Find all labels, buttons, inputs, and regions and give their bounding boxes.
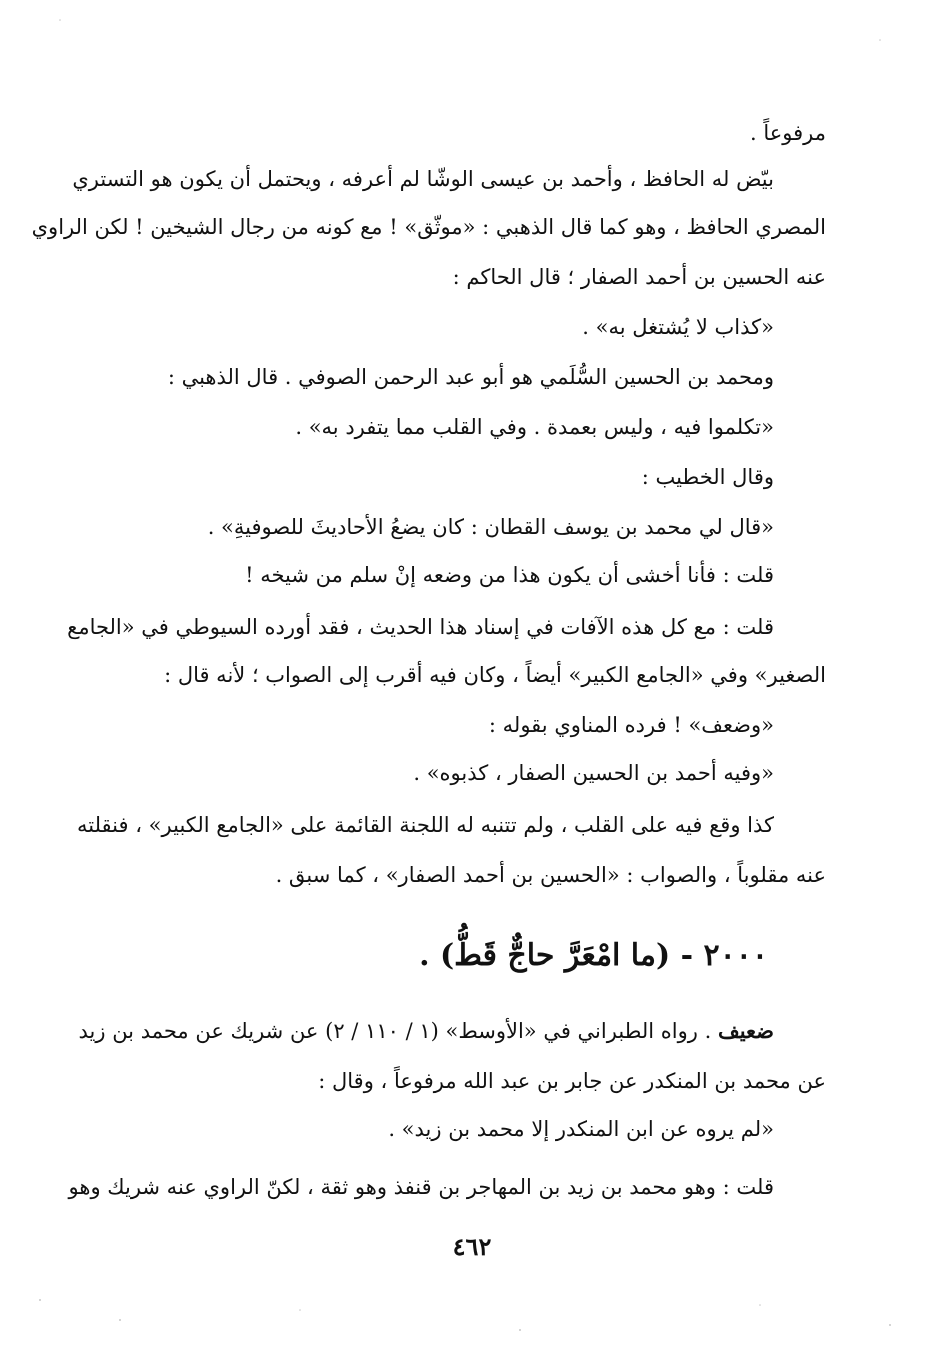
text-line: كذا وقع فيه على القلب ، ولم تتنبه له اللجنة القائمة على «الجامع الكبير» ، فنقلته — [77, 813, 774, 837]
quotation-line: «وفيه أحمد بن الحسين الصفار ، كذبوه» . — [413, 761, 774, 785]
quotation-line: «قال لي محمد بن يوسف القطان : كان يضعُ الأحاديثَ للصوفيةِ» . — [207, 515, 774, 539]
text-line: بيّض له الحافظ ، وأحمد بن عيسى الوشّا لم أعرفه ، ويحتمل أن يكون هو التستري — [72, 167, 774, 191]
text-line: قلت : وهو محمد بن زيد بن المهاجر بن قنفذ وهو ثقة ، لكنّ الراوي عنه شريك وهو — [68, 1175, 774, 1199]
text-line: عنه مقلوباً ، والصواب : «الحسين بن أحمد الصفار» ، كما سبق . — [275, 863, 826, 887]
quotation-line: «لم يروه عن ابن المنكدر إلا محمد بن زيد» . — [388, 1117, 774, 1141]
quotation-line: «وضعف» ! فرده المناوي بقوله : — [488, 713, 774, 737]
text-line: عنه الحسين بن أحمد الصفار ؛ قال الحاكم : — [452, 265, 826, 289]
text-line — [78, 1016, 826, 1046]
text-line: قلت : فأنا أخشى أن يكون هذا من وضعه إنْ سلم من شيخه ! — [245, 563, 774, 587]
text-line: الصغير» وفي «الجامع الكبير» أيضاً ، وكان فيه أقرب إلى الصواب ؛ لأنه قال : — [164, 663, 826, 687]
text-line: عن محمد بن المنكدر عن جابر بن عبد الله مرفوعاً ، وقال : — [318, 1069, 826, 1093]
text-line-rest: . رواه الطبراني في «الأوسط» (١ / ١١٠ / ٢) عن شريك عن محمد بن زيد — [78, 1019, 712, 1043]
text-line: وقال الخطيب : — [641, 465, 774, 489]
page-number: ٤٦٢ — [452, 1232, 492, 1261]
text-line: المصري الحافظ ، وهو كما قال الذهبي : «موثّق» ! مع كونه من رجال الشيخين ! لكن الراوي — [31, 215, 826, 239]
hadith-heading: ٢٠٠٠ - (ما امْعَرَّ حاجٌّ قَطُّ) . — [419, 938, 768, 973]
quotation-line: «تكلموا فيه ، وليس بعمدة . وفي القلب مما يتفرد به» . — [295, 415, 774, 439]
grading-keyword: ضعيف — [717, 1018, 774, 1043]
quotation-line: «كذاب لا يُشتغل به» . — [582, 315, 774, 339]
text-line: ومحمد بن الحسين السُّلَمي هو أبو عبد الرحمن الصوفي . قال الذهبي : — [167, 365, 774, 389]
text-line: مرفوعاً . — [749, 121, 826, 145]
text-line: قلت : مع كل هذه الآفات في إسناد هذا الحديث ، فقد أورده السيوطي في «الجامع — [67, 615, 774, 639]
